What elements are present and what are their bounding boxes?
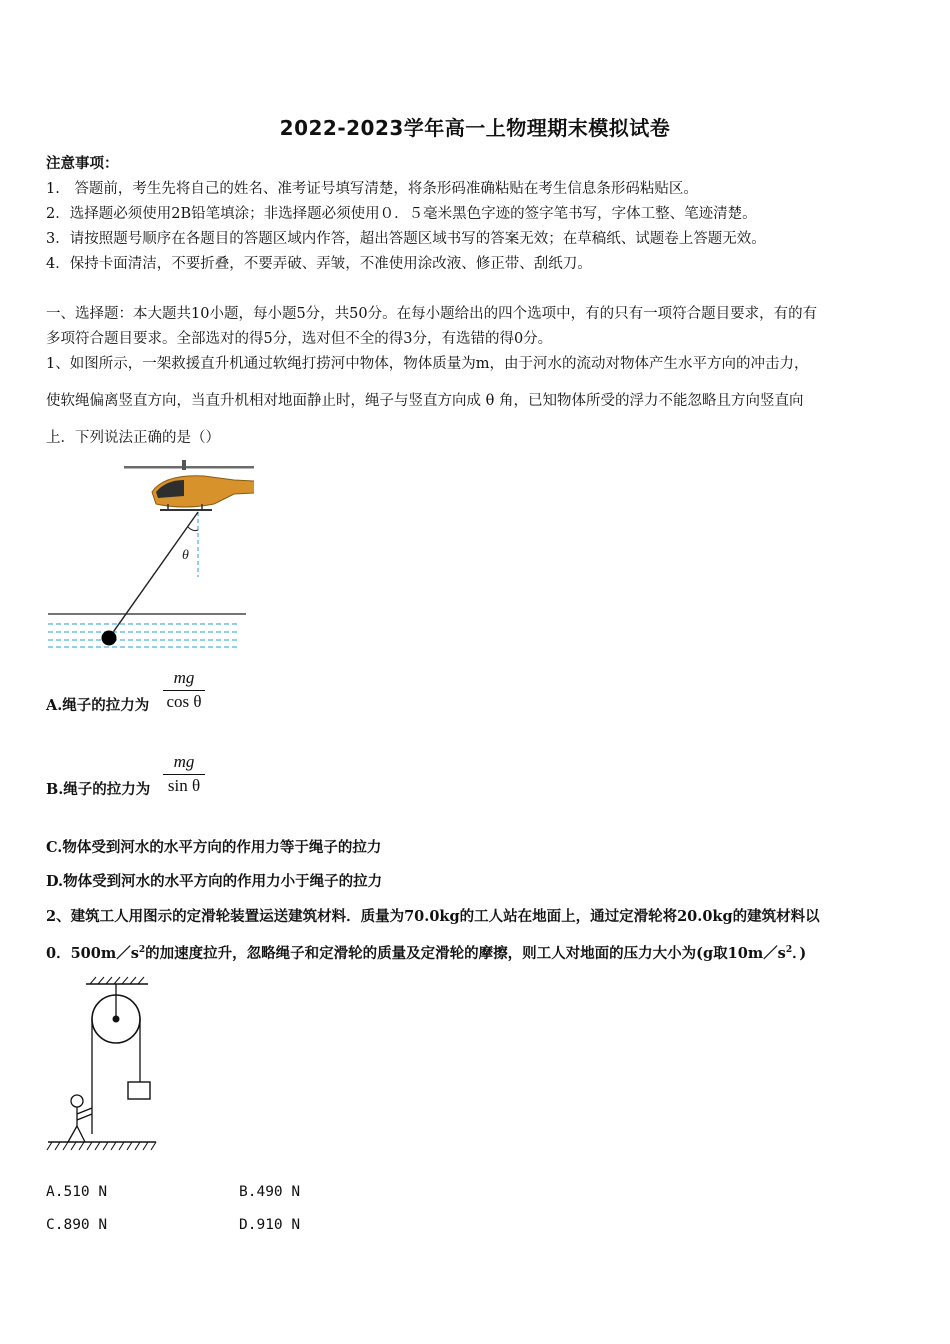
rope: [109, 512, 198, 638]
q2-option-b: B.490 N: [239, 1184, 301, 1200]
cockpit-window: [156, 480, 184, 498]
notice-heading: 注意事项：: [46, 155, 119, 172]
q2-stem-line-2: 0．$500m/s^2$的加速度拉升，忽略绳子和定滑轮的质量及定滑轮的摩擦，则工人对地面的压力大小为(g取$10m/s^2$．): [46, 945, 807, 962]
fraction-b-numerator: mg: [173, 752, 195, 771]
fraction-a-denominator: cos θ: [166, 692, 202, 711]
q1-option-b: B.绳子的拉力为: [46, 781, 151, 798]
fraction-b-denominator: sin θ: [167, 776, 201, 795]
notice-item-2: 2．选择题必须使用2B铅笔填涂；非选择题必须使用０．５毫米黑色字迹的签字笔书写，字体工整、笔迹清楚。: [46, 206, 757, 222]
section-intro-line-2: 多项符合题目要求。全部选对的得5分，选对但不全的得3分，有选错的得0分。: [46, 331, 553, 347]
theta-label: θ: [182, 548, 189, 563]
pulley-axle: [113, 1016, 120, 1023]
q1-option-d: D.物体受到河水的水平方向的作用力小于绳子的拉力: [46, 873, 383, 890]
q1-stem-line-1: 1、如图所示，一架救援直升机通过软绳打捞河中物体，物体质量为m，由于河水的流动对物体产生水平方向的冲击力，: [46, 356, 809, 372]
notice-item-3: 3．请按照题号顺序在各题目的答题区域内作答，超出答题区域书写的答案无效；在草稿纸、试题卷上答题无效。: [46, 231, 766, 247]
worker-head: [71, 1095, 83, 1107]
pulley-figure: [44, 974, 164, 1156]
angle-arc: [188, 527, 198, 531]
q1-stem-line-3: 上．下列说法正确的是（）: [46, 430, 220, 446]
building-material-box: [128, 1082, 150, 1099]
page-title: 2022-2023学年高一上物理期末模拟试卷: [279, 116, 671, 140]
fraction-a-numerator: mg: [173, 668, 195, 687]
notice-item-1: 1. 答题前，考生先将自己的姓名、准考证号填写清楚，将条形码准确粘贴在考生信息条形码粘贴区。: [46, 181, 698, 197]
q1-stem-line-2: 使软绳偏离竖直方向，当直升机相对地面静止时，绳子与竖直方向成 θ 角，已知物体所受的浮力不能忽略且方向竖直向: [46, 393, 804, 409]
rotor-blade: [124, 466, 254, 469]
submerged-object: [102, 631, 117, 646]
notice-item-4: 4．保持卡面清洁，不要折叠，不要弄破、弄皱，不准使用涂改液、修正带、刮纸刀。: [46, 256, 592, 272]
rotor-hub: [182, 460, 186, 470]
section-intro-line-1: 一、选择题：本大题共10小题，每小题5分，共50分。在每小题给出的四个选项中，有的只有一项符合题目要求，有的有: [46, 306, 818, 322]
worker-leg: [68, 1126, 77, 1142]
q2-option-a: A.510 N: [46, 1184, 108, 1200]
q2-stem-line-1: 2、建筑工人用图示的定滑轮装置运送建筑材料．质量为70.0kg的工人站在地面上，通过定滑轮将20.0kg的建筑材料以: [46, 908, 820, 925]
q2-option-d: D.910 N: [239, 1217, 301, 1233]
q2-option-c: C.890 N: [46, 1217, 108, 1233]
q1-option-a: A.绳子的拉力为: [46, 697, 150, 714]
q1-option-c: C.物体受到河水的水平方向的作用力等于绳子的拉力: [46, 839, 382, 856]
helicopter-figure: [44, 452, 254, 652]
worker-arm: [77, 1108, 92, 1114]
